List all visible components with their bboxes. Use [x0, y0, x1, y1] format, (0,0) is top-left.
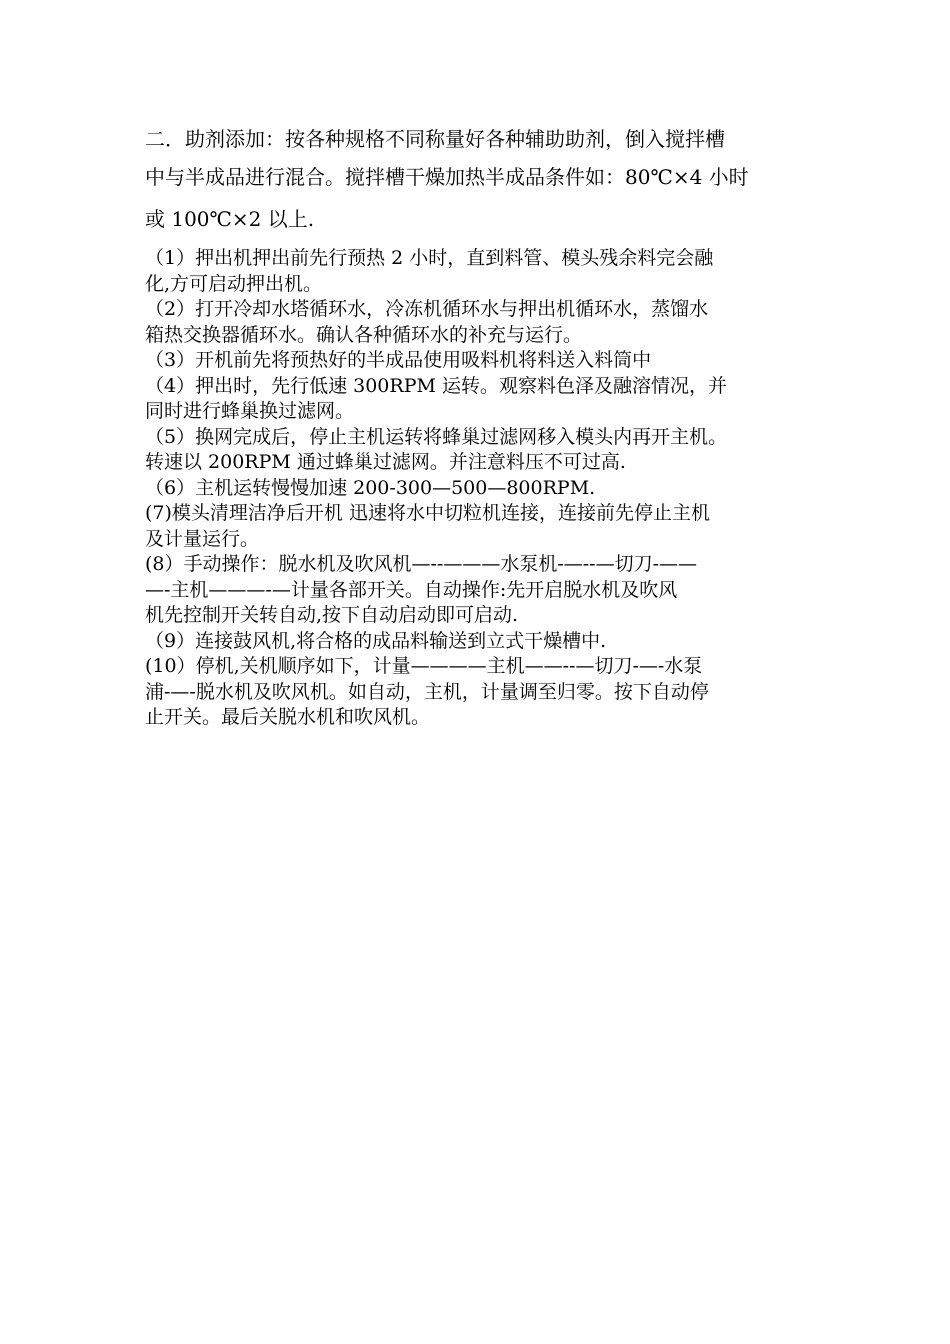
step-10-line-2: 浦-—-脱水机及吹风机。如自动，主机，计量调至归零。按下自动停 [145, 680, 709, 703]
step-8-line-1: (8）手动操作：脱水机及吹风机—--———水泵机-—--—切刀-—— [145, 553, 698, 575]
step-6 [145, 476, 810, 502]
step-8-line-3: 机先控制开关转自动,按下自动启动即可启动. [145, 604, 519, 626]
step-4 [145, 374, 810, 425]
step-7 [145, 501, 810, 552]
step-3-line-1: （3）开机前先将预热好的半成品使用吸料机将料送入料筒中 [145, 349, 652, 371]
step-4-line-2: 同时进行蜂巢换过滤网。 [145, 400, 355, 422]
intro-line-3: 或 100℃×2 以上. [145, 207, 315, 231]
step-1-line-1: （1）押出机押出前先行预热 2 小时，直到料管、模头残余料完会融 [145, 247, 714, 269]
steps-list [145, 246, 810, 731]
step-10 [145, 654, 810, 731]
step-1-line-2: 化,方可启动押出机。 [145, 272, 323, 295]
step-9-line-1: （9）连接鼓风机,将合格的成品料输送到立式干燥槽中. [145, 629, 607, 652]
intro-line-1: 二．助剂添加：按各种规格不同称量好各种辅助助剂，倒入搅拌槽 [145, 127, 725, 151]
document-body [145, 120, 810, 731]
step-9 [145, 629, 810, 655]
step-1 [145, 246, 810, 297]
step-10-line-1: (10）停机,关机顺序如下，计量————主机——--—切刀-—-水泵 [145, 655, 703, 677]
step-5 [145, 425, 810, 476]
step-4-line-1: （4）押出时，先行低速 300RPM 运转。观察料色泽及融溶情况，并 [145, 374, 727, 397]
step-10-line-3: 止开关。最后关脱水机和吹风机。 [145, 706, 431, 728]
step-3 [145, 348, 810, 374]
step-8-line-2: —-主机———-—计量各部开关。自动操作:先开启脱水机及吹风 [145, 578, 678, 601]
step-2-line-2: 箱热交换器循环水。确认各种循环水的补充与运行。 [145, 323, 583, 346]
step-7-line-2: 及计量运行。 [145, 527, 260, 550]
step-5-line-1: （5）换网完成后，停止主机运转将蜂巢过滤网移入模头内再开主机。 [145, 425, 728, 448]
step-5-line-2: 转速以 200RPM 通过蜂巢过滤网。并注意料压不可过高. [145, 451, 626, 473]
step-2-line-1: （2）打开冷却水塔循环水，冷冻机循环水与押出机循环水，蒸馏水 [145, 298, 709, 320]
step-2 [145, 297, 810, 348]
step-6-line-1: （6）主机运转慢慢加速 200-300—500—800RPM. [145, 476, 596, 499]
intro-line-2: 中与半成品进行混合。搅拌槽干燥加热半成品条件如：80℃×4 小时 [145, 165, 749, 189]
step-7-line-1: (7)模头清理洁净后开机 迅速将水中切粒机连接，连接前先停止主机 [145, 502, 710, 524]
intro-paragraph [145, 120, 810, 238]
step-8 [145, 552, 810, 629]
